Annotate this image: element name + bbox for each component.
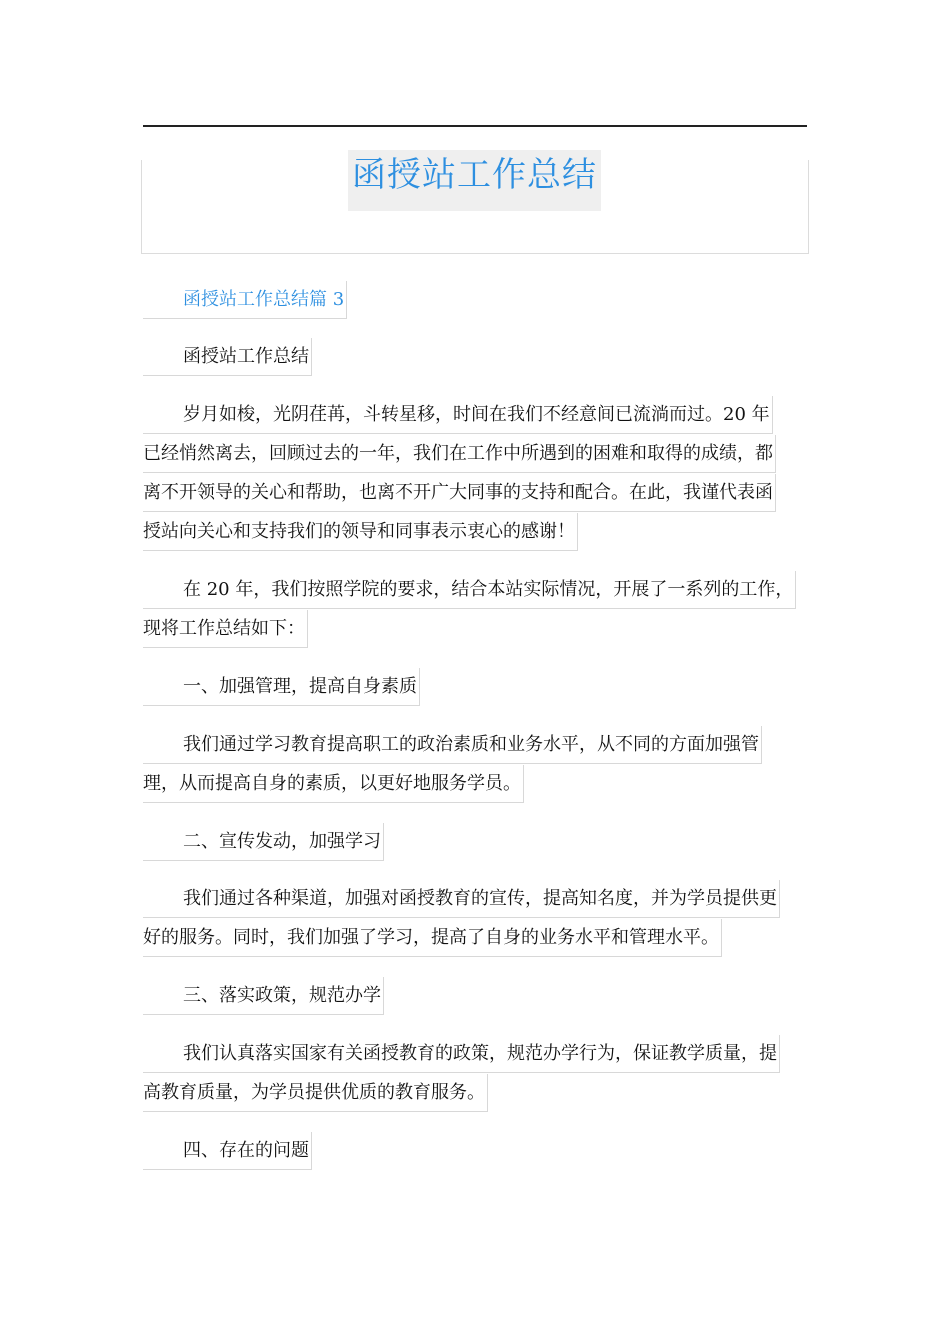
- top-rule: [143, 125, 807, 127]
- paragraph-line: 我们通过各种渠道，加强对函授教育的宣传，提高知名度，并为学员提供更: [143, 880, 780, 918]
- section-heading: 三、落实政策，规范办学: [143, 977, 384, 1015]
- section-heading: 一、加强管理，提高自身素质: [143, 668, 420, 706]
- page-title: 函授站工作总结: [348, 150, 601, 211]
- paragraph-line: 现将工作总结如下：: [143, 610, 308, 648]
- paragraph-line: 好的服务。同时，我们加强了学习，提高了自身的业务水平和管理水平。: [143, 919, 722, 957]
- paragraph-line: 理，从而提高自身的素质，以更好地服务学员。: [143, 765, 524, 803]
- paragraph-line: 我们认真落实国家有关函授教育的政策，规范办学行为，保证教学质量，提: [143, 1035, 780, 1073]
- paragraph-line: 已经悄然离去，回顾过去的一年，我们在工作中所遇到的困难和取得的成绩，都: [143, 435, 776, 473]
- subtitle-line: 函授站工作总结篇 3: [143, 281, 347, 319]
- paragraph-line: 在 20 年，我们按照学院的要求，结合本站实际情况，开展了一系列的工作，: [143, 571, 796, 609]
- paragraph-line: 授站向关心和支持我们的领导和同事表示衷心的感谢！: [143, 513, 578, 551]
- paragraph-line: 我们通过学习教育提高职工的政治素质和业务水平，从不同的方面加强管: [143, 726, 762, 764]
- paragraph-line: 高教育质量，为学员提供优质的教育服务。: [143, 1074, 488, 1112]
- paragraph-line: 岁月如梭，光阴荏苒，斗转星移，时间在我们不经意间已流淌而过。20 年: [143, 396, 773, 434]
- section-heading: 四、存在的问题: [143, 1132, 312, 1170]
- paragraph-line: 离不开领导的关心和帮助，也离不开广大同事的支持和配合。在此，我谨代表函: [143, 474, 776, 512]
- section-heading: 函授站工作总结: [143, 338, 312, 376]
- section-heading: 二、宣传发动，加强学习: [143, 823, 384, 861]
